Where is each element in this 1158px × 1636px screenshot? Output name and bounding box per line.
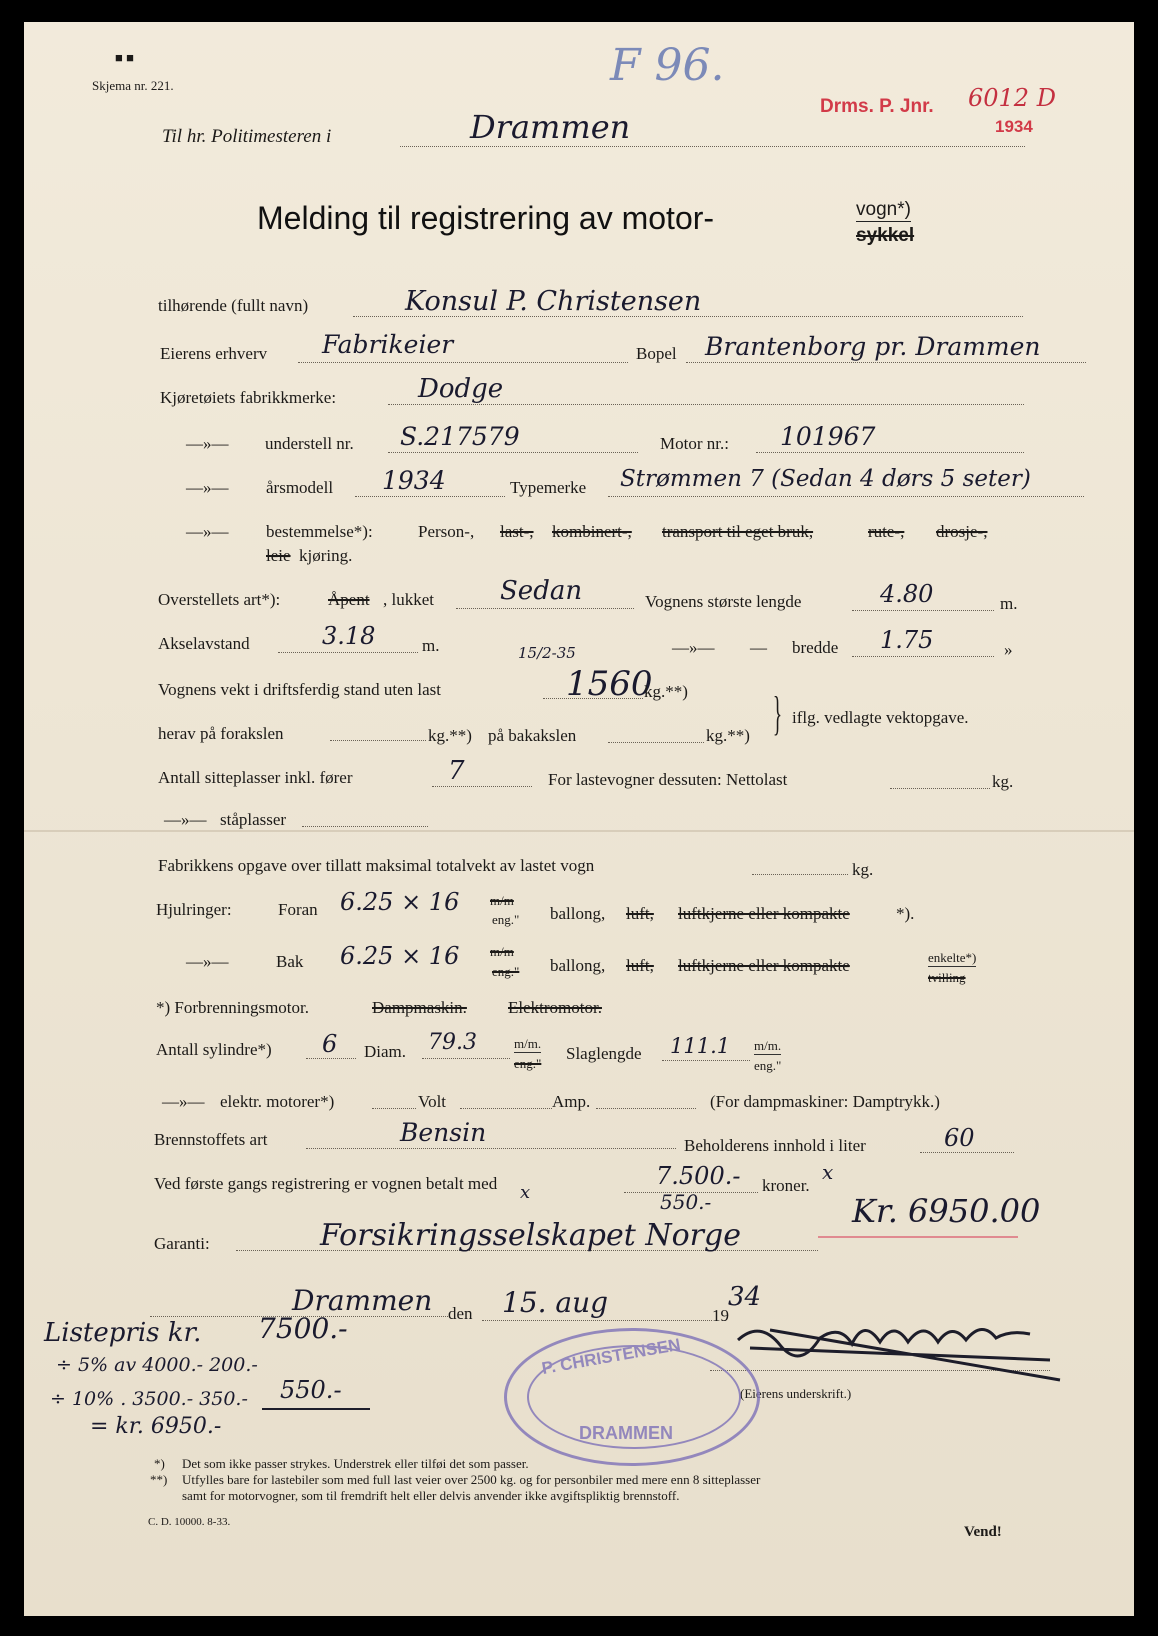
title-option-sykkel: sykkel (856, 225, 915, 246)
make-line (388, 404, 1024, 405)
cargo-label: For lastevogner dessuten: Nettolast (548, 770, 788, 789)
front-axle-line (330, 740, 426, 741)
print-code: C. D. 10000. 8-33. (148, 1516, 231, 1528)
year-label: årsmodell (266, 478, 334, 497)
chassis-line (388, 452, 638, 453)
tires-front-luftkjerne: luftkjerne eller kompakte (678, 904, 850, 923)
width-line (852, 656, 994, 657)
tires-rear-unit-eng: eng." (492, 964, 520, 979)
diameter-line (422, 1058, 510, 1059)
calc-line3a: ÷ 10% . 3500.- 350.- (50, 1388, 248, 1410)
stroke-line (662, 1060, 750, 1061)
amp-line (596, 1108, 696, 1109)
turn-page-note: Vend! (964, 1524, 1002, 1540)
tank-label: Beholderens innhold i liter (684, 1136, 866, 1155)
max-weight-label: Fabrikkens opgave over tillatt maksimal totalvekt av lastet vogn (158, 856, 595, 875)
diameter-label: Diam. (364, 1042, 407, 1061)
front-axle-unit: kg.**) (428, 726, 472, 745)
residence-value: Brantenborg pr. Drammen (705, 332, 1041, 361)
length-value: 4.80 (880, 580, 934, 608)
owner-name-label: tilhørende (fullt navn) (158, 296, 309, 315)
place-value: Drammen (292, 1284, 433, 1317)
tires-front-ballong: ballong, (550, 904, 606, 923)
tires-front-value: 6.25 × 16 (340, 888, 460, 916)
owner-signature (730, 1300, 1070, 1390)
footnote-2a: Utfylles bare for lastebiler som med full last veier over 2500 kg. og for personbiler med mere enn 8 sitteplasser (182, 1472, 761, 1487)
journal-stamp: Drms. P. Jnr. (820, 96, 934, 117)
fuel-label: Brennstoffets art (154, 1130, 268, 1149)
calc-line3b: 550.- (280, 1376, 342, 1404)
stamp-bottom-text: DRAMMEN (579, 1423, 673, 1443)
payment-deduction: 550.- (660, 1190, 712, 1214)
recipient-line (400, 146, 1025, 147)
weight-unit: kg.**) (644, 682, 688, 701)
calc-sum-line (262, 1408, 370, 1410)
purpose-person: Person-, (418, 522, 475, 541)
cargo-line (890, 788, 990, 789)
residence-line (686, 362, 1086, 363)
year-value: 1934 (382, 466, 446, 495)
tank-value: 60 (944, 1124, 975, 1152)
axle-label: Akselavstand (158, 634, 250, 653)
fuel-line (306, 1148, 676, 1149)
tires-label: Hjulringer: (156, 900, 232, 919)
purpose-kombinert: kombinert-, (552, 522, 632, 541)
occupation-label: Eierens erhverv (160, 344, 268, 363)
body-type-value: Sedan (500, 576, 583, 606)
weight-label: Vognens vekt i driftsferdig stand uten last (158, 680, 441, 699)
year-prefix: 19 (712, 1306, 729, 1325)
payment-label: Ved første gangs registrering er vognen betalt med (154, 1174, 498, 1193)
purpose-transport: transport til eget bruk, (662, 522, 814, 541)
recipient-value: Drammen (470, 108, 631, 146)
tires-rear-luft: luft, (626, 956, 654, 975)
diameter-value: 79.3 (428, 1030, 477, 1055)
rear-axle-unit: kg.**) (706, 726, 750, 745)
payment-final: Kr. 6950.00 (852, 1192, 1041, 1230)
type-line (608, 496, 1084, 497)
year-ditto: —»— (186, 478, 229, 497)
diameter-unit-eng: eng." (514, 1056, 542, 1071)
seats-line (432, 786, 532, 787)
length-unit: m. (1000, 594, 1018, 613)
volt-line (460, 1108, 552, 1109)
red-underline (818, 1236, 1018, 1238)
seats-value: 7 (448, 756, 465, 786)
tank-line (920, 1152, 1014, 1153)
axle-line (278, 652, 418, 653)
payment-x-mark: x (822, 1160, 834, 1184)
electric-ditto: —»— (162, 1092, 205, 1111)
type-label: Typemerke (510, 478, 587, 497)
tires-rear-twin: tvilling (928, 970, 966, 985)
make-label: Kjøretøiets fabrikkmerke: (160, 388, 337, 407)
stamp-top-text: P. CHRISTENSEN (540, 1334, 682, 1379)
make-value: Dodge (418, 374, 504, 404)
recipient-label: Til hr. Politimesteren i (162, 126, 332, 147)
axle-unit: m. (422, 636, 440, 655)
diameter-unit-mm: m/m. (514, 1036, 542, 1051)
rear-axle-label: på bakakslen (488, 726, 577, 745)
tires-front-unit-eng: eng." (492, 912, 520, 927)
year-suffix: 34 (728, 1282, 762, 1312)
standing-ditto: —»— (164, 810, 207, 829)
purpose-kjoring: kjøring. (299, 546, 353, 565)
tires-front-unit-mm: m/m (490, 893, 514, 908)
calc-line1b: 7500.- (258, 1312, 348, 1345)
motor-value: 101967 (780, 422, 876, 451)
header-marks: ■ ■ (115, 50, 134, 65)
engine-electric: Elektromotor. (508, 998, 602, 1017)
body-type-label: Overstellets art*): (158, 590, 281, 609)
body-type-line (456, 608, 634, 609)
chassis-value: S.217579 (400, 422, 520, 451)
footnote-1-mark: *) (154, 1456, 165, 1471)
purpose-label: bestemmelse*): (266, 522, 373, 541)
footnote-2b: samt for motorvogner, som til fremdrift helt eller delvis anvender ikke avgiftspliktig brennstoff. (182, 1488, 680, 1503)
form-number: Skjema nr. 221. (92, 78, 174, 93)
weight-value: 1560 (566, 664, 653, 704)
body-type-apent: Åpent (328, 590, 370, 609)
standing-label: ståplasser (220, 810, 287, 829)
deduction-x-mark: x (520, 1182, 531, 1203)
tires-rear-unit-mm: m/m (490, 944, 514, 959)
motor-label: Motor nr.: (660, 434, 729, 453)
occupation-value: Fabrikeier (322, 330, 454, 359)
payment-unit: kroner. (762, 1176, 810, 1195)
engine-steam: Dampmaskin. (372, 998, 467, 1017)
footnote-2-mark: **) (150, 1472, 168, 1487)
engine-type-prefix: *) Forbrenningsmotor. (156, 998, 309, 1017)
tires-rear-label: Bak (276, 952, 304, 971)
journal-year: 1934 (995, 117, 1033, 136)
paper-fold (24, 830, 1134, 832)
purpose-rute: rute-, (868, 522, 905, 541)
tires-front-luft: luft, (626, 904, 654, 923)
calc-line1a: Listepris kr. (44, 1318, 202, 1348)
cylinders-line (306, 1058, 356, 1059)
width-ditto: —»— (672, 638, 715, 657)
tires-rear-single: enkelte*) (928, 950, 977, 965)
signature-caption: (Eierens underskrift.) (740, 1386, 852, 1401)
residence-label: Bopel (636, 344, 677, 363)
amp-label: Amp. (552, 1092, 591, 1111)
fuel-value: Bensin (400, 1118, 487, 1147)
length-line (852, 610, 994, 611)
purpose-leie: leie (266, 546, 291, 565)
tires-front-suffix: *). (896, 904, 915, 923)
tires-rear-value: 6.25 × 16 (340, 942, 460, 970)
footnote-1: Det som ikke passer strykes. Understrek eller tilføi det som passer. (182, 1456, 529, 1471)
journal-number: 6012 D (968, 84, 1056, 112)
seats-label: Antall sitteplasser inkl. fører (158, 768, 353, 787)
width-label: bredde (792, 638, 839, 657)
weight-note: iflg. vedlagte vektopgave. (792, 708, 969, 727)
chassis-ditto: —»— (186, 434, 229, 453)
body-type-lukket: , lukket (383, 590, 434, 609)
axle-value: 3.18 (322, 622, 376, 650)
date-den: den (448, 1304, 473, 1323)
width-dash: — (750, 638, 767, 657)
form-title: Melding til registrering av motor- (257, 200, 715, 236)
type-value: Strømmen 7 (Sedan 4 dørs 5 seter) (620, 466, 1031, 492)
electric-line (372, 1108, 416, 1109)
stroke-label: Slaglengde (566, 1044, 642, 1063)
stroke-value: 111.1 (670, 1034, 731, 1058)
max-weight-unit: kg. (852, 860, 874, 879)
tires-rear-luftkjerne: luftkjerne eller kompakte (678, 956, 850, 975)
company-stamp (504, 1328, 760, 1466)
motor-line (756, 452, 1024, 453)
calc-line4: = kr. 6950.- (90, 1414, 222, 1439)
width-unit: » (1004, 640, 1013, 659)
guarantee-label: Garanti: (154, 1234, 210, 1253)
payment-value: 7.500.- (656, 1162, 741, 1190)
front-axle-label: herav på forakslen (158, 724, 284, 743)
chassis-label: understell nr. (265, 434, 354, 453)
weight-date-note: 15/2-35 (518, 644, 576, 662)
tires-rear-ballong: ballong, (550, 956, 606, 975)
guarantee-value: Forsikringsselskapet Norge (320, 1218, 741, 1253)
weight-brace: } (772, 687, 783, 740)
electric-label: elektr. motorer*) (220, 1092, 335, 1111)
stroke-unit-eng: eng." (754, 1058, 782, 1073)
year-line (355, 496, 505, 497)
width-value: 1.75 (880, 626, 934, 654)
standing-line (302, 826, 428, 827)
stroke-unit-mm: m/m. (754, 1038, 782, 1053)
date-line (482, 1320, 712, 1321)
volt-label: Volt (418, 1092, 447, 1111)
archive-code: F 96. (610, 40, 725, 91)
calc-line2: ÷ 5% av 4000.- 200.- (56, 1354, 258, 1376)
tires-rear-ditto: —»— (186, 952, 229, 971)
rear-axle-line (608, 742, 704, 743)
cargo-unit: kg. (992, 772, 1014, 791)
max-weight-line (752, 874, 848, 875)
cylinders-value: 6 (322, 1030, 338, 1058)
occupation-line (298, 362, 628, 363)
date-value: 15. aug (502, 1286, 609, 1319)
tires-front-label: Foran (278, 900, 318, 919)
title-option-vogn: vogn*) (856, 199, 911, 220)
purpose-last: last-, (500, 522, 534, 541)
purpose-ditto: —»— (186, 522, 229, 541)
owner-name-value: Konsul P. Christensen (405, 286, 702, 317)
cylinders-label: Antall sylindre*) (156, 1040, 272, 1059)
steam-note: (For dampmaskiner: Damptrykk.) (710, 1092, 940, 1111)
length-label: Vognens største lengde (645, 592, 802, 611)
purpose-drosje: drosje-, (936, 522, 988, 541)
